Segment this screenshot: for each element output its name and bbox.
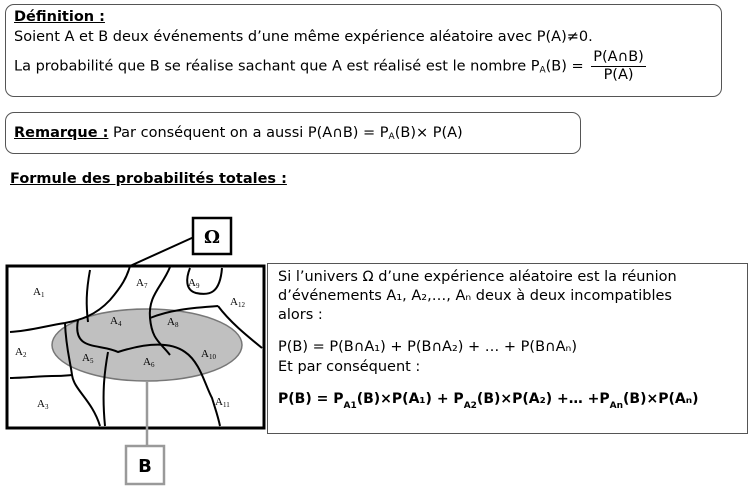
definition-line1: Soient A et B deux événements d’une même expérience aléatoire avec P(A)≠0.: [14, 29, 593, 45]
fraction-numerator: P(A∩B): [593, 49, 644, 65]
definition-line2-prefix: La probabilité que B se réalise sachant que A est réalisé est le nombre P: [14, 58, 540, 75]
remark-text-suffix: (B)× P(A): [394, 125, 463, 141]
region-a1: A1: [33, 286, 45, 299]
region-a5: A5: [82, 352, 94, 365]
final-sub2: A2: [463, 401, 477, 411]
remark-heading: Remarque :: [14, 125, 109, 141]
theorem-line2: d’événements A₁, A₂,…, Aₙ deux à deux incompatibles: [278, 288, 672, 304]
final-p1: P: [333, 391, 344, 407]
region-a8: A8: [167, 316, 179, 329]
final-t1: (B)×P(A₁) +: [356, 391, 454, 407]
final-lhs: P(B) =: [278, 391, 334, 407]
region-a4: A4: [110, 315, 122, 328]
final-sub1: A1: [343, 401, 357, 411]
theorem-formula: P(B) = P(B∩A₁) + P(B∩A₂) + … + P(B∩Aₙ): [278, 339, 577, 355]
final-t2: (B)×P(A₂) +… +: [476, 391, 600, 407]
theorem-final-formula: [278, 391, 698, 411]
remark-sub: A: [388, 132, 395, 142]
region-a6: A6: [143, 356, 155, 369]
region-a2: A2: [15, 346, 27, 359]
definition-heading: Définition :: [14, 9, 105, 25]
region-a11: A11: [215, 396, 230, 409]
definition-line2-sub: A: [539, 65, 546, 76]
section-title: Formule des probabilités totales :: [10, 171, 287, 187]
fraction-denominator: P(A): [603, 67, 634, 83]
region-a7: A7: [136, 277, 148, 290]
region-a10: A10: [201, 348, 216, 361]
theorem-line1: Si l’univers Ω d’une expérience aléatoire est la réunion: [278, 269, 677, 285]
final-pn: P: [599, 391, 610, 407]
definition-line2-suffix: (B) =: [545, 58, 584, 75]
region-a9: A9: [188, 277, 200, 290]
final-tn: (B)×P(Aₙ): [623, 391, 699, 407]
final-subn: An: [609, 401, 623, 411]
b-label: B: [138, 456, 152, 477]
theorem-line3: alors :: [278, 307, 323, 323]
region-a3: A3: [37, 398, 49, 411]
remark-text-prefix: Par conséquent on a aussi P(A∩B) = P: [113, 125, 389, 141]
theorem-consequence: Et par conséquent :: [278, 359, 421, 375]
final-p2: P: [453, 391, 464, 407]
region-a12: A12: [230, 296, 245, 309]
theorem-box: [267, 263, 748, 434]
omega-label: Ω: [203, 227, 221, 248]
